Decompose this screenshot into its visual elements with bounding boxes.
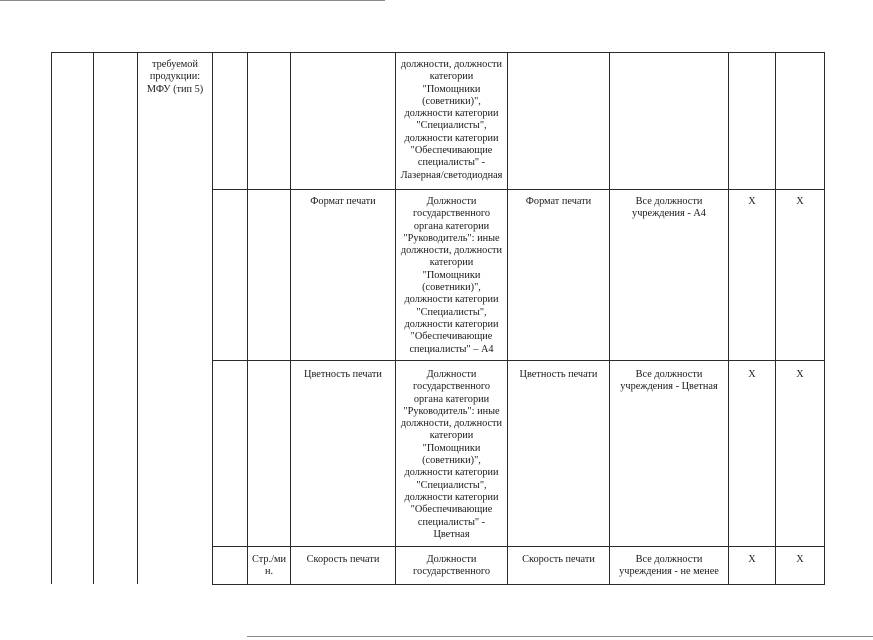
table-border — [137, 52, 138, 584]
table-border — [212, 189, 825, 190]
mark-cell: X — [748, 369, 756, 380]
unit-cell: Стр./ми н. — [252, 554, 286, 578]
product-name-cell: требуемой продукции: МФУ (тип 5) — [146, 59, 204, 95]
positions-value-cell: Должности государственного органа категории "Руководитель": иные должности, должности категории "Помощники (советники)", должности категории "Специалисты", должности категории "Обеспечивающие специалисты" – А4 — [400, 196, 503, 355]
approved-value-cell: Все должности учреждения - Цветная — [620, 369, 718, 393]
table-border — [775, 52, 776, 584]
scan-edge-bottom — [247, 636, 873, 637]
approved-characteristic-cell: Цветность печати — [519, 369, 598, 380]
scan-edge-top — [0, 0, 385, 1]
table-border — [212, 584, 825, 585]
table-border — [247, 52, 248, 584]
mark-cell: X — [796, 554, 804, 565]
table-border — [51, 52, 825, 53]
table-border — [93, 52, 94, 584]
table-border — [728, 52, 729, 584]
mark-cell: X — [748, 196, 756, 207]
approved-characteristic-cell: Формат печати — [525, 196, 592, 207]
approved-value-cell: Все должности учреждения - А4 — [632, 196, 706, 220]
approved-value-cell: Все должности учреждения - не менее — [619, 554, 719, 578]
approved-characteristic-cell: Скорость печати — [522, 554, 595, 565]
table-border — [609, 52, 610, 584]
table-border — [212, 360, 825, 361]
table-border — [212, 52, 213, 584]
characteristic-cell: Формат печати — [310, 196, 376, 207]
table-border — [212, 546, 825, 547]
mark-cell: X — [796, 196, 804, 207]
table-border — [824, 52, 825, 584]
positions-value-cell: Должности государственного органа категории "Руководитель": иные должности, должности категории "Помощники (советники)", должности категории "Специалисты", должности категории "Обеспечивающие специалисты" - Цветная — [400, 369, 503, 540]
positions-value-cell: Должности государственного — [413, 554, 490, 578]
table-border — [51, 52, 52, 584]
mark-cell: X — [796, 369, 804, 380]
positions-value-cell: должности, должности категории "Помощники (советники)", должности категории "Специалисты", должности категории "Обеспечивающие специалисты" - Лазерная/светодиодная — [400, 59, 503, 181]
characteristic-cell: Цветность печати — [304, 369, 382, 380]
table-border — [290, 52, 291, 584]
table-border — [507, 52, 508, 584]
characteristic-cell: Скорость печати — [306, 554, 380, 565]
mark-cell: X — [748, 554, 756, 565]
